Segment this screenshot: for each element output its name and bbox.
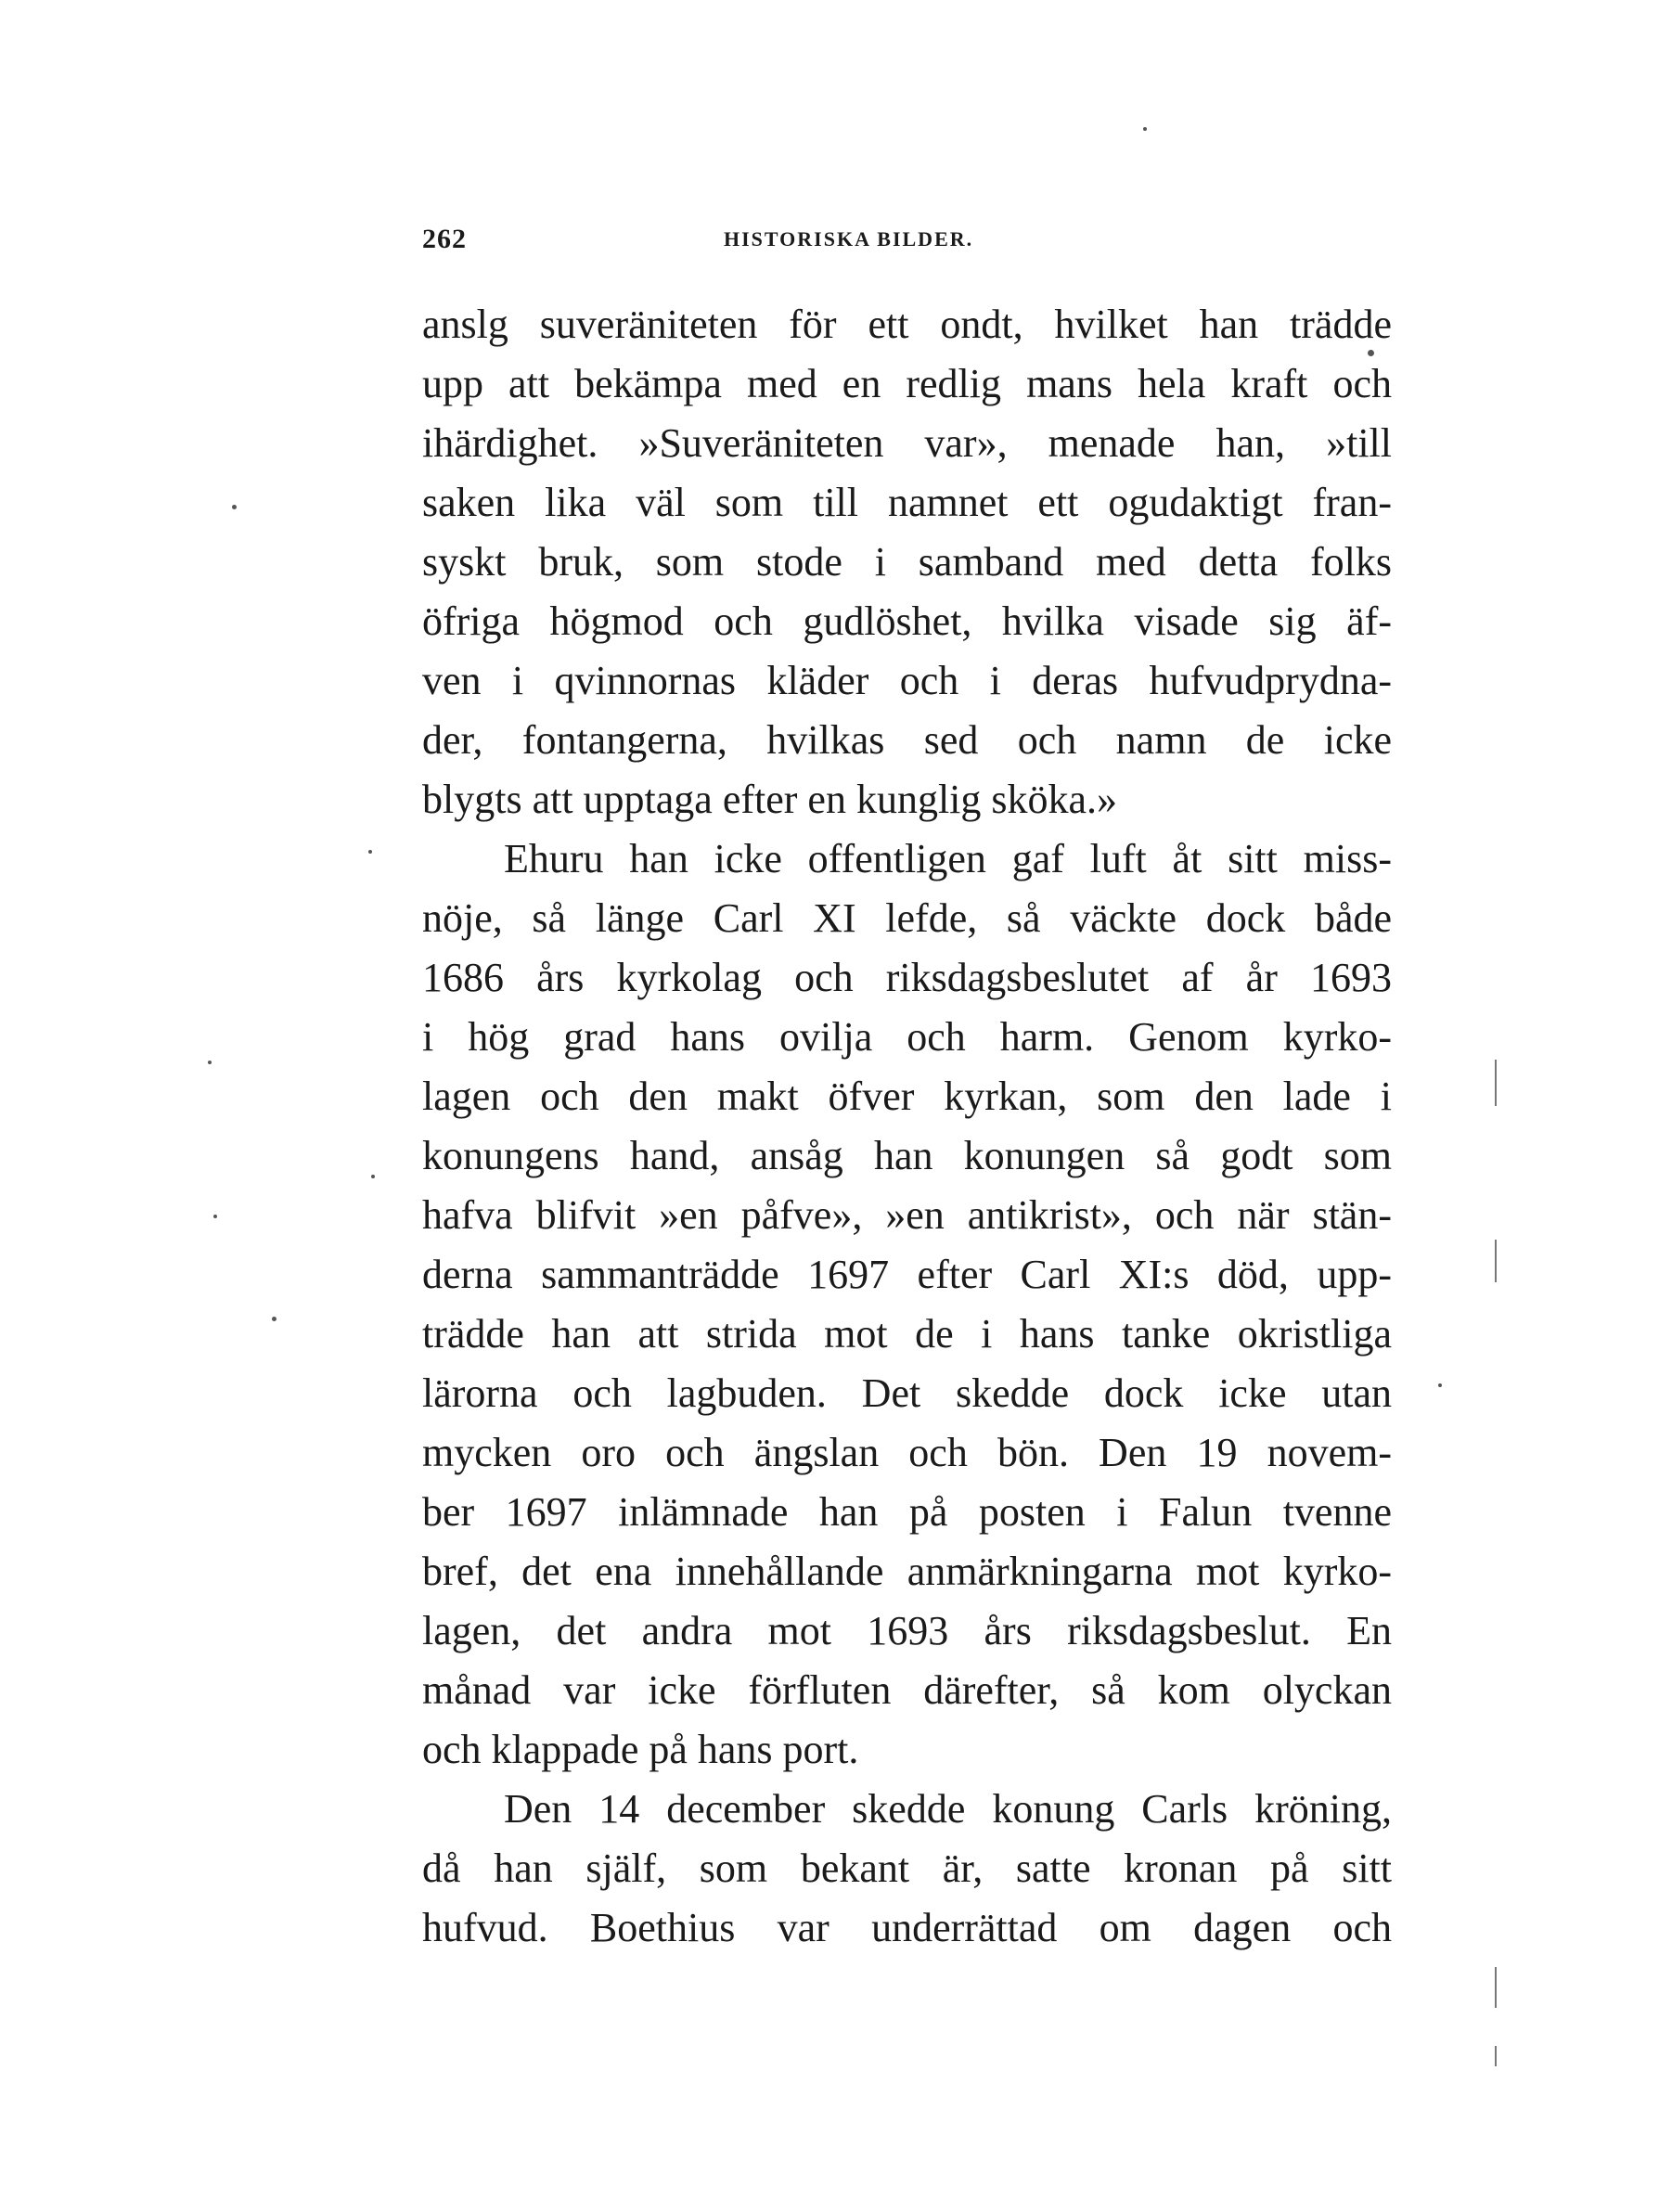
margin-rule	[1495, 1060, 1497, 1106]
text-line: der, fontangerna, hvilkas sed och namn de icke	[422, 717, 1392, 763]
page-number: 262	[422, 224, 467, 254]
text-line: trädde han att strida mot de i hans tanke okristliga	[422, 1311, 1392, 1357]
margin-rule	[1495, 1967, 1497, 2008]
text-line: lagen och den makt öfver kyrkan, som den lade i	[422, 1074, 1392, 1119]
scan-speck	[1438, 1383, 1442, 1387]
text-line: blygts att upptaga efter en kunglig sköka.»	[422, 777, 1118, 822]
scan-speck	[368, 850, 372, 854]
text-line: månad var icke förfluten därefter, så kom olyckan	[422, 1667, 1392, 1713]
body-text	[422, 295, 1392, 1958]
text-line: öfriga högmod och gudlöshet, hvilka visade sig äf-	[422, 598, 1392, 644]
text-line: Den 14 december skedde konung Carls kröning,	[504, 1786, 1392, 1832]
text-line: då han själf, som bekant är, satte kronan på sitt	[422, 1845, 1392, 1891]
scan-speck	[232, 505, 237, 509]
text-line: Ehuru han icke offentligen gaf luft åt sitt miss-	[504, 836, 1392, 881]
page-header	[422, 224, 1387, 261]
text-line: 1686 års kyrkolag och riksdagsbeslutet af år 1693	[422, 955, 1392, 1000]
scan-speck	[371, 1175, 375, 1178]
scan-speck	[1368, 350, 1374, 356]
text-line: ber 1697 inlämnade han på posten i Falun tvenne	[422, 1489, 1392, 1535]
text-line: derna sammanträdde 1697 efter Carl XI:s död, upp-	[422, 1252, 1392, 1297]
margin-rule	[1495, 2046, 1497, 2066]
text-line: syskt bruk, som stode i samband med detta folks	[422, 539, 1392, 585]
text-line: saken lika väl som till namnet ett ogudaktigt fran-	[422, 480, 1392, 525]
scan-speck	[1143, 127, 1147, 131]
scan-speck	[208, 1061, 212, 1064]
text-line: hufvud. Boethius var underrättad om dagen och	[422, 1905, 1392, 1950]
text-line: ihärdighet. »Suveräniteten var», menade han, »till	[422, 420, 1392, 466]
text-line: konungens hand, ansåg han konungen så godt som	[422, 1133, 1392, 1178]
text-line: i hög grad hans ovilja och harm. Genom kyrko-	[422, 1014, 1392, 1060]
margin-rule	[1495, 1240, 1497, 1282]
text-line: hafva blifvit »en påfve», »en antikrist», och när stän-	[422, 1192, 1392, 1238]
text-line: lärorna och lagbuden. Det skedde dock icke utan	[422, 1370, 1392, 1416]
text-line: och klappade på hans port.	[422, 1727, 859, 1772]
scan-speck	[272, 1317, 276, 1321]
running-title: HISTORISKA BILDER.	[724, 227, 974, 251]
text-line: mycken oro och ängslan och bön. Den 19 novem-	[422, 1430, 1392, 1475]
text-line: upp att bekämpa med en redlig mans hela kraft och	[422, 361, 1392, 406]
text-line: anslg suveräniteten för ett ondt, hvilket han trädde	[422, 302, 1392, 347]
text-line: lagen, det andra mot 1693 års riksdagsbeslut. En	[422, 1608, 1392, 1653]
text-line: ven i qvinnornas kläder och i deras hufvudprydna-	[422, 658, 1392, 703]
text-line: bref, det ena innehållande anmärkningarna mot kyrko-	[422, 1549, 1392, 1594]
scan-speck	[213, 1215, 217, 1218]
text-line: nöje, så länge Carl XI lefde, så väckte dock både	[422, 895, 1392, 941]
